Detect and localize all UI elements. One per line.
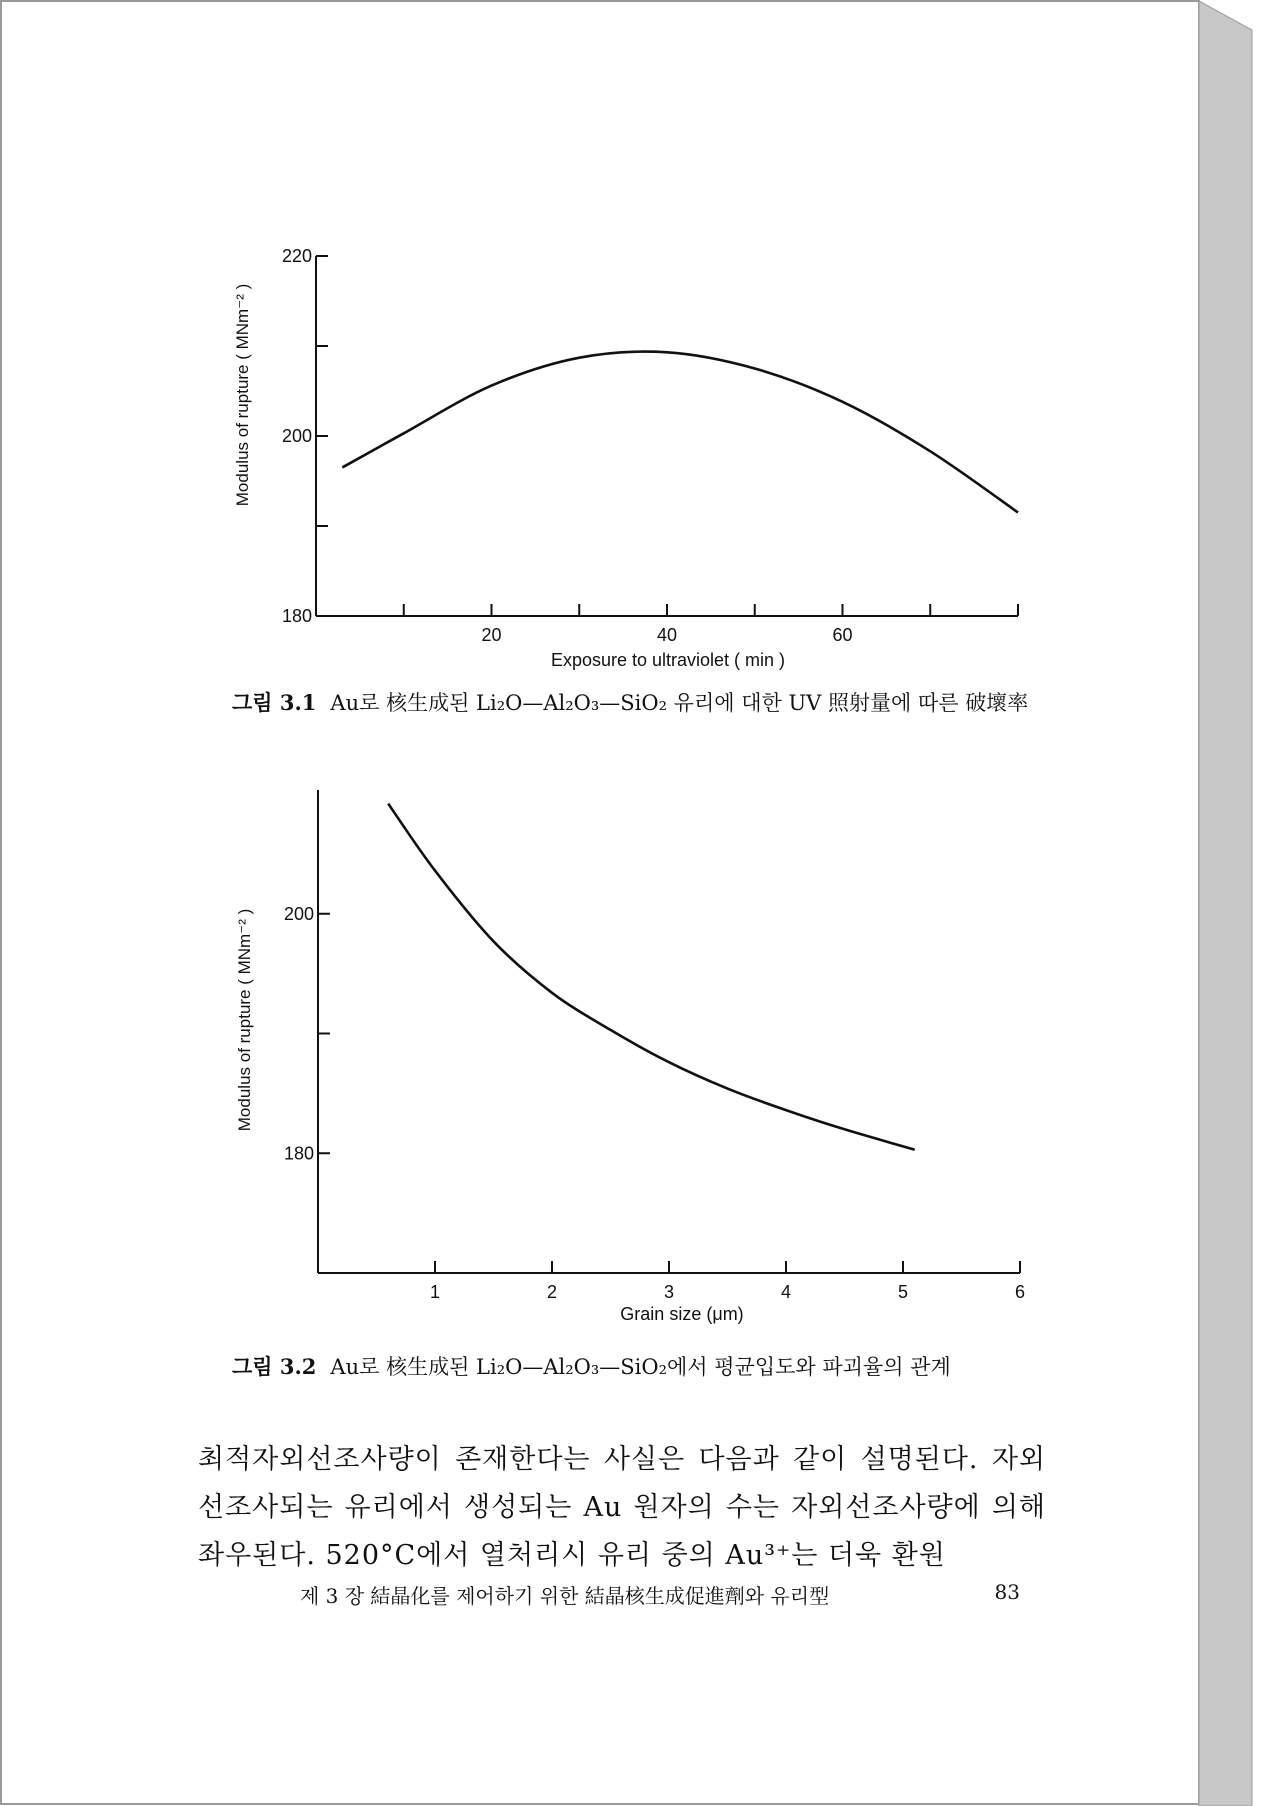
- c2-x-tick-label: 2: [546, 1282, 558, 1302]
- body-paragraph: 최적자외선조사량이 존재한다는 사실은 다음과 같이 설명된다. 자외선조사되는 유리에서 생성되는 Au 원자의 수는 자외선조사량에 의해 좌우된다. 520°C에서 열처리시 유리 중의 Au³⁺는 더욱 환원: [198, 1444, 1046, 1571]
- chart2-y-axis-title: Modulus of rupture ( MNm⁻² ): [235, 908, 254, 1132]
- c1-y-tick-label: 180: [281, 606, 312, 626]
- chart2-x-ticks: [430, 1261, 1025, 1302]
- figure-3-2-caption-text: Au로 核生成된 Li₂O—Al₂O₃—SiO₂에서 평균입도와 파괴율의 관계: [330, 1355, 951, 1379]
- chart2-y-ticks: [284, 904, 330, 1164]
- c2-x-tick-label: 1: [429, 1282, 441, 1302]
- figure-3-1-caption-number: 그림 3.1: [232, 690, 317, 715]
- chart2-x-axis-title: Grain size (μm): [620, 1304, 744, 1324]
- footer-chapter-title: 제 3 장 結晶化를 제어하기 위한 結晶核生成促進劑와 유리型: [300, 1584, 830, 1608]
- c1-x-tick-label: 20: [481, 625, 502, 645]
- running-footer: [300, 1580, 1020, 1609]
- c1-y-tick-label: 220: [281, 246, 312, 266]
- page-number: 83: [994, 1580, 1020, 1604]
- figure-3-2-caption-number: 그림 3.2: [232, 1354, 317, 1379]
- c2-y-tick-label: 200: [283, 903, 314, 924]
- figure-3-1-caption-text: Au로 核生成된 Li₂O—Al₂O₃—SiO₂ 유리에 대한 UV 照射量에 따른 破壞率: [330, 691, 1029, 715]
- chart2-axes: [318, 790, 1020, 1273]
- chart1-y-axis-title: Modulus of rupture ( MNm⁻² ): [233, 283, 252, 507]
- c1-y-tick-label: 200: [281, 426, 312, 446]
- c2-x-tick-label: 5: [897, 1282, 909, 1302]
- figure-3-2-caption: [232, 1350, 1032, 1384]
- chart2-series-line: [388, 804, 915, 1150]
- c1-x-tick-label: 60: [832, 625, 853, 645]
- c2-x-tick-label: 4: [780, 1282, 792, 1302]
- chart1-x-axis-title: Exposure to ultraviolet ( min ): [550, 650, 786, 670]
- c2-x-tick-label: 6: [1014, 1282, 1026, 1302]
- c1-x-tick-label: 40: [656, 625, 678, 645]
- c2-x-tick-label: 3: [663, 1282, 675, 1302]
- c2-y-tick-label: 180: [283, 1143, 314, 1164]
